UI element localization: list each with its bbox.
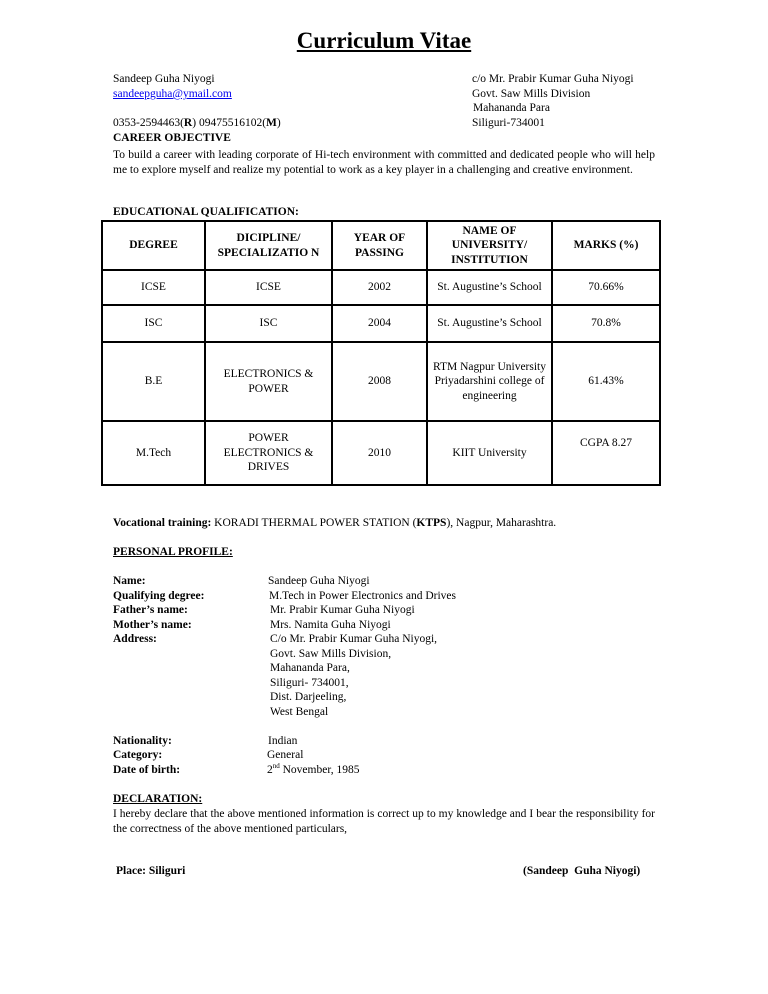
address-value-line: Mahananda Para,: [270, 662, 350, 674]
dob-ordinal: nd: [272, 762, 280, 771]
table-row: [102, 342, 660, 421]
applicant-name: Sandeep Guha Niyogi: [113, 73, 215, 85]
mother-name-label: Mother’s name:: [113, 619, 192, 631]
header-degree: DEGREE: [102, 221, 205, 270]
cell-degree: ISC: [102, 305, 205, 342]
nationality-value: Indian: [268, 735, 298, 747]
vocational-text: KORADI THERMAL POWER STATION (: [211, 517, 417, 529]
email-row: [113, 87, 232, 102]
address-label: Address:: [113, 633, 157, 645]
address-line: Siliguri-734001: [472, 117, 545, 129]
address-value-line: C/o Mr. Prabir Kumar Guha Niyogi,: [270, 633, 438, 645]
cell-year: 2002: [332, 270, 427, 305]
header-institution: NAME OF UNIVERSITY/ INSTITUTION: [427, 221, 552, 270]
vocational-bold: KTPS: [416, 517, 447, 529]
address-value-line: Govt. Saw Mills Division,: [270, 648, 392, 660]
name-label: Name:: [113, 575, 146, 587]
cell-year: 2010: [332, 421, 427, 485]
mother-name-value: Mrs. Namita Guha Niyogi: [270, 619, 391, 631]
cell-year: 2004: [332, 305, 427, 342]
declaration-heading: DECLARATION:: [113, 793, 203, 805]
cell-marks: 70.66%: [552, 270, 660, 305]
document-title: Curriculum Vitae: [296, 28, 472, 53]
education-heading: EDUCATIONAL QUALIFICATION:: [113, 206, 299, 218]
cell-degree: B.E: [102, 342, 205, 421]
header-discipline: DICIPLINE/ SPECIALIZATIO N: [205, 221, 332, 270]
place: Place: Siliguri: [116, 865, 186, 877]
qualifying-degree-value: M.Tech in Power Electronics and Drives: [269, 590, 456, 602]
address-value-line: Siliguri- 734001,: [270, 677, 349, 689]
cell-marks: CGPA 8.27: [552, 421, 660, 485]
cell-marks: 61.43%: [552, 342, 660, 421]
cell-discipline: POWER ELECTRONICS & DRIVES: [205, 421, 332, 485]
address-line: Govt. Saw Mills Division: [472, 88, 591, 100]
phone-residence-mark: R: [183, 117, 193, 129]
phone-mobile-mark: M: [266, 117, 277, 129]
education-table: [101, 220, 661, 486]
nationality-label: Nationality:: [113, 735, 172, 747]
phone-part: ) 09475516102(: [192, 117, 267, 129]
cell-institution: RTM Nagpur University Priyadarshini college of engineering: [427, 342, 552, 421]
signature: (Sandeep Guha Niyogi): [523, 865, 641, 877]
career-objective-text: To build a career with leading corporate of Hi-tech environment with committed and dedicated people who will help me to explore myself and realize my potential to work as a key player in a challenging and creative environment.: [113, 149, 655, 176]
cell-year: 2008: [332, 342, 427, 421]
address-line: Mahananda Para: [473, 102, 550, 114]
cell-institution: St. Augustine’s School: [427, 270, 552, 305]
cell-institution: KIIT University: [427, 421, 552, 485]
phone-part: 0353-2594463(: [113, 117, 184, 129]
cell-degree: ICSE: [102, 270, 205, 305]
dob-label: Date of birth:: [113, 764, 181, 776]
email-link[interactable]: sandeepguha@ymail.com: [113, 88, 232, 100]
declaration-text: I hereby declare that the above mentioned information is correct up to my knowledge and I bear the responsibility for the correctness of the above mentioned particulars,: [113, 808, 655, 835]
name-value: Sandeep Guha Niyogi: [268, 575, 370, 587]
category-value: General: [267, 749, 304, 761]
table-row: [102, 270, 660, 305]
vocational-line: [113, 516, 556, 531]
address-value-line: West Bengal: [270, 706, 329, 718]
address-line: c/o Mr. Prabir Kumar Guha Niyogi: [472, 73, 634, 85]
dob-value: [267, 763, 359, 778]
cell-discipline: ELECTRONICS & POWER: [205, 342, 332, 421]
phone-line: [113, 116, 281, 131]
personal-profile-heading: PERSONAL PROFILE:: [113, 546, 233, 558]
vocational-text: ), Nagpur, Maharashtra.: [446, 517, 557, 529]
cell-discipline: ICSE: [205, 270, 332, 305]
career-objective-heading: CAREER OBJECTIVE: [113, 132, 231, 144]
table-row: [102, 421, 660, 485]
address-value-line: Dist. Darjeeling,: [270, 691, 347, 703]
father-name-value: Mr. Prabir Kumar Guha Niyogi: [270, 604, 415, 616]
dob-day: 2: [267, 764, 273, 776]
father-name-label: Father’s name:: [113, 604, 188, 616]
header-marks: MARKS (%): [552, 221, 660, 270]
cell-degree: M.Tech: [102, 421, 205, 485]
cell-discipline: ISC: [205, 305, 332, 342]
phone-part: ): [276, 117, 281, 129]
qualifying-degree-label: Qualifying degree:: [113, 590, 205, 602]
vocational-label: Vocational training:: [113, 517, 212, 529]
table-row: [102, 305, 660, 342]
cell-marks: 70.8%: [552, 305, 660, 342]
table-header-row: [102, 221, 660, 270]
category-label: Category:: [113, 749, 163, 761]
header-year: YEAR OF PASSING: [332, 221, 427, 270]
cell-institution: St. Augustine’s School: [427, 305, 552, 342]
dob-rest: November, 1985: [279, 764, 360, 776]
